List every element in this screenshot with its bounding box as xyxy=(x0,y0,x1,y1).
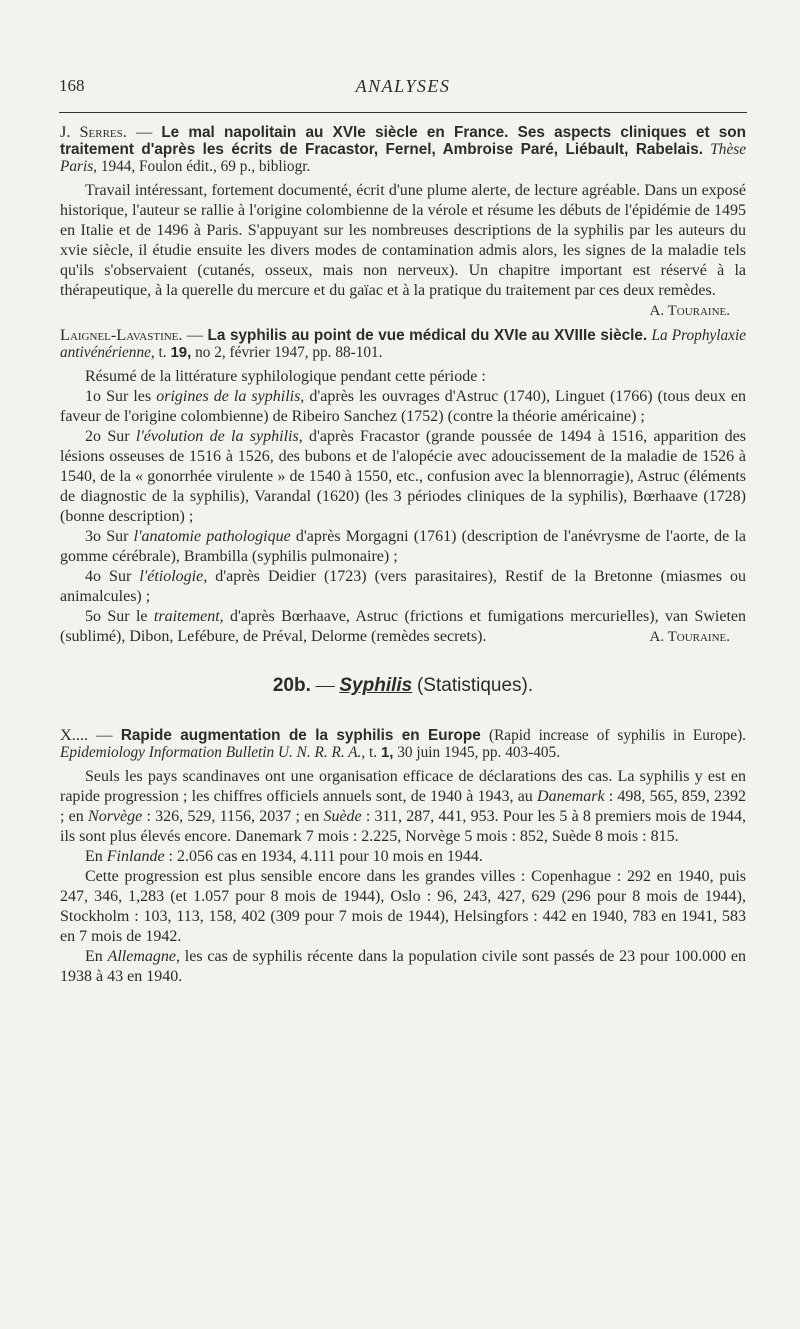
item-lead: 2o Sur xyxy=(85,428,130,445)
entry-1-summary: Travail intéressant, fortement documenté, écrit d'une plume alerte, de lecture agréable. Dans un exposé historique, l'auteur se rallie à l'origine colombienne de la vérole et résume les débuts de l'épidémie de 1495 en Italie et de 1496 à Paris. S'appuyant sur les nombreuses descriptions de la syphilis par les auteurs du xvie siècle, il étudie ensuite les divers modes de contamination admis alors, les signes de la maladie tels qu'ils s'observaient (cutanés, osseux, mais non nerveux). Un chapitre important est réservé à la thérapeutique, à la querelle du mercure et du gaïac et à la pratique du traitement par ces deux remèdes. xyxy=(60,182,746,299)
section-title xyxy=(60,673,746,699)
item-topic: l'anatomie pathologique xyxy=(133,528,291,545)
country-name: Suède xyxy=(323,808,362,825)
section-dash: — xyxy=(315,675,335,696)
entry-2-item xyxy=(60,387,746,427)
paragraph-text: : 326, 529, 1156, 2037 ; en xyxy=(142,808,324,825)
entry-2-item xyxy=(60,427,746,527)
entry-3-paragraph xyxy=(60,867,746,947)
entry-3-paragraph xyxy=(60,767,746,847)
entry-1-source-journal: Thèse Paris, xyxy=(60,141,746,175)
entry-1-title: Le mal napolitain au XVIe siècle en France. Ses aspects cliniques et son traitement d'après les écrits de Fracastor, Fernel, Ambroise Paré, Liébault, Rabelais. xyxy=(60,124,746,158)
section-number: 20b. xyxy=(272,675,311,696)
paragraph-text: , les cas de syphilis récente dans la population civile sont passés de 23 pour 100.000 en 1938 à 43 en 1940. xyxy=(60,948,746,985)
country-name: Danemark xyxy=(537,788,605,805)
entry-3-english-title: (Rapid increase of syphilis in Europe). xyxy=(488,727,747,744)
entry-2-source-journal: La Prophylaxie antivénérienne, xyxy=(60,327,746,361)
item-topic: l'évolution de la syphilis, xyxy=(135,428,303,445)
entry-2-dash: — xyxy=(186,325,204,344)
entry-1-dash: — xyxy=(135,122,153,141)
entry-2-items xyxy=(60,387,746,647)
paragraph-text: Seuls les pays scandinaves ont une organisation efficace de déclarations des cas. La syphilis y est en rapide progression ; les chiffres officiels annuels sont, de 1940 à 1943, au xyxy=(60,768,746,805)
item-text: d'après Fracastor (grande poussée de 1494 à 1516, apparition des lésions osseuses de 1516 à 1526, des bubons et de l'alopécie avec adoucissement de la maladie de 1526 à 1540, de la « gonorrhée virulente » de 1540 à 1550, etc., confusion avec la blennorragie), Astruc (éléments de diagnostic de la syphilis), Varandal (1620) (les 3 périodes cliniques de la syphilis), Bœrhaave (1728) (bonne description) ; xyxy=(60,428,747,525)
entry-2-heading xyxy=(60,327,746,361)
entry-1-source-details: 1944, Foulon édit., 69 p., bibliogr. xyxy=(100,158,311,175)
item-lead: 5o Sur le xyxy=(85,608,148,625)
entry-1-author: J. Serres. xyxy=(60,122,127,141)
entry-1-signature: A. Touraine. xyxy=(649,303,730,319)
item-topic: traitement, xyxy=(153,608,224,625)
country-name: Allemagne xyxy=(107,948,176,965)
section-subtitle: (Statistiques). xyxy=(416,675,534,696)
entry-3-paragraph xyxy=(60,847,746,867)
entry-3-source-details: 30 juin 1945, pp. 403-405. xyxy=(397,744,561,761)
entry-2-item xyxy=(60,567,746,607)
entry-2-volume: 19, xyxy=(170,344,192,361)
entry-1-heading xyxy=(60,124,746,175)
entry-2-item xyxy=(60,527,746,567)
item-text: d'après Deidier (1723) (vers parasitaires), Restif de la Bretonne (miasmes ou animalcules) ; xyxy=(60,568,747,605)
item-topic: l'étiologie, xyxy=(139,568,208,585)
page-header xyxy=(59,76,747,98)
paragraph-text: : 311, 287, 441, 953. Pour les 5 à 8 premiers mois de 1944, ils sont plus élevés encore. Danemark 7 mois : 2.225, Norvège 5 mois : 852, Suède 8 mois : 815. xyxy=(60,808,747,845)
entry-2-volume-prefix: t. xyxy=(158,344,167,361)
item-lead: 4o Sur xyxy=(85,568,132,585)
item-text: d'après Bœrhaave, Astruc (frictions et fumigations mercurielles), van Swieten (sublimé), Dibon, Lefébure, de Préval, Delorme (remèdes secrets). xyxy=(60,608,746,645)
entry-3-source-journal: Epidemiology Information Bulletin U. N. R. R. A., xyxy=(60,744,366,761)
entry-3-body xyxy=(60,767,746,987)
paragraph-text: Cette progression est plus sensible encore dans les grandes villes : Copenhague : 292 en 1940, puis 247, 346, 1,283 (et 1.057 pour 8 mois de 1944), Oslo : 96, 243, 427, 629 (296 pour 8 mois de 1944), Stockholm : 103, 113, 158, 402 (309 pour 7 mois de 1944), Helsingfors : 442 en 1940, 783 en 1941, 583 en 7 mois de 1942. xyxy=(60,868,746,945)
entry-2-source-details: no 2, février 1947, pp. 88-101. xyxy=(195,344,383,361)
paragraph-text: En xyxy=(85,848,107,865)
item-lead: 3o Sur xyxy=(85,528,129,545)
entry-2-title: La syphilis au point de vue médical du XVIe au XVIIIe siècle. xyxy=(207,327,648,344)
item-text: d'après Morgagni (1761) (description de l'anévrysme de l'aorte, de la gomme cérébrale), Brambilla (syphilis pulmonaire) ; xyxy=(60,528,747,565)
item-lead: 1o Sur les xyxy=(85,388,152,405)
entry-3-author: X.... xyxy=(60,725,89,744)
running-title: ANALYSES xyxy=(355,76,451,96)
entry-3-title: Rapide augmentation de la syphilis en Europe xyxy=(120,727,481,744)
header-rule xyxy=(59,112,747,113)
entry-3-volume: 1, xyxy=(380,744,394,761)
country-name: Norvège xyxy=(88,808,143,825)
entry-2-intro: Résumé de la littérature syphilologique pendant cette période : xyxy=(85,368,486,385)
paragraph-text: : 2.056 cas en 1934, 4.111 pour 10 mois en 1944. xyxy=(164,848,483,865)
entry-2-signature: A. Touraine. xyxy=(649,629,730,645)
item-text: d'après les ouvrages d'Astruc (1740), Linguet (1766) (tous deux en faveur de l'origine colombienne) de Ribeiro Sanchez (1752) (contre la théorie américaine) ; xyxy=(60,388,747,425)
item-topic: origines de la syphilis, xyxy=(156,388,305,405)
page-content xyxy=(60,124,746,987)
entry-3-heading xyxy=(60,727,746,761)
entry-3-paragraph xyxy=(60,947,746,987)
page-number: 168 xyxy=(59,76,85,95)
paragraph-text: : 498, 565, 859, 2392 ; en xyxy=(60,788,747,825)
entry-2-author: Laignel-Lavastine. xyxy=(60,325,183,344)
entry-3-volume-prefix: t. xyxy=(369,744,378,761)
paragraph-text: En xyxy=(85,948,108,965)
country-name: Finlande xyxy=(106,848,165,865)
entry-3-dash: — xyxy=(96,725,113,744)
section-main-title: Syphilis xyxy=(339,675,413,696)
